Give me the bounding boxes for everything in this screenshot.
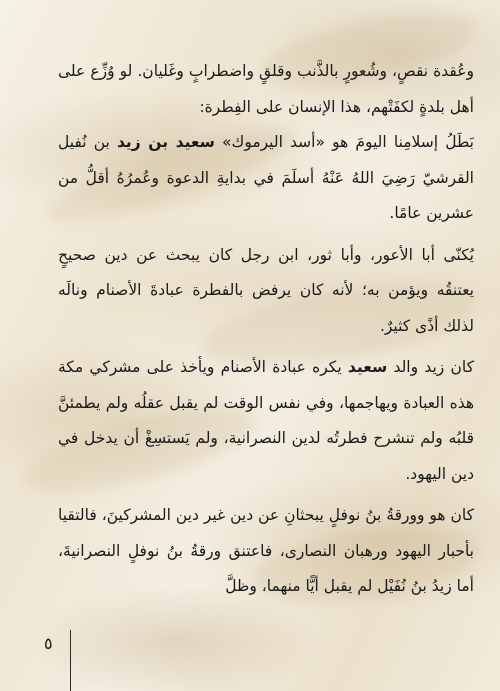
paragraph-text: يُكنّى أبا الأعور، وأبا ثور، ابن رجل كان يبحث عن دين صحيحٍ يعتنقُه ويؤمن به؛ لأنه كان يرفض بالفطرة عبادةَ الأصنام ونالَه لذلك أذًى كثيرٌ.	[58, 245, 474, 335]
paragraph-kunya	[58, 238, 474, 345]
paragraph-text-before: كان زيد والد	[387, 358, 475, 376]
paragraph-text: وعُقدة نقصٍ، وشُعورٍ بالذَّنب وقلقٍ واضطرابٍ وغَليان. لو وُزِّع على أهل بلدةٍ لكفَتْهم، هذا الإنسان على الفِطرة:	[58, 62, 474, 116]
hero-name-short: سعيد	[347, 358, 388, 376]
paragraph-father	[58, 350, 474, 492]
paragraph-text-after: بن نُفيل القرشيّ رَضِيَ اللهُ عَنْهُ أسلَمَ في بدايةِ الدعوة وعُمرُهُ أقلُّ من عشرين عامًا.	[58, 133, 474, 222]
paragraph-intro	[58, 54, 474, 125]
page-number: ٥	[44, 634, 53, 653]
paragraph-text: كان هو وورقةُ بنُ نوفلٍ يبحثانِ عن دين غير دين المشركينَ، فالتقيا بأحبار اليهود ورهبان النصارى، فاعتنق ورقةُ بنُ نوفلٍ النصرانيةَ، أما زيدُ بنُ نُفَيْل لم يقبل أيًّا منهما، وظلَّ	[58, 506, 474, 595]
hero-name: سعيد بن زيد	[116, 133, 215, 151]
paragraph-hero	[58, 125, 474, 232]
paragraph-waraqa	[58, 498, 474, 605]
page-margin-line	[70, 630, 71, 691]
paragraph-text-after: يكره عبادة الأصنام ويأخذ على مشركي مكة هذه العبادة ويهاجمها، وفي نفس الوقت لم يقبل عقلُه ولم يطمئنَّ قلبُه ولم تنشرح فطرتُه لدين النصرانية، ولم يَستسِغْ أن يدخل في دين اليهود.	[58, 358, 474, 483]
paragraph-text-before: بَطَلُ إسلامِنا اليومَ هو «أسد اليرموك»	[214, 133, 474, 151]
body-text	[58, 54, 474, 605]
